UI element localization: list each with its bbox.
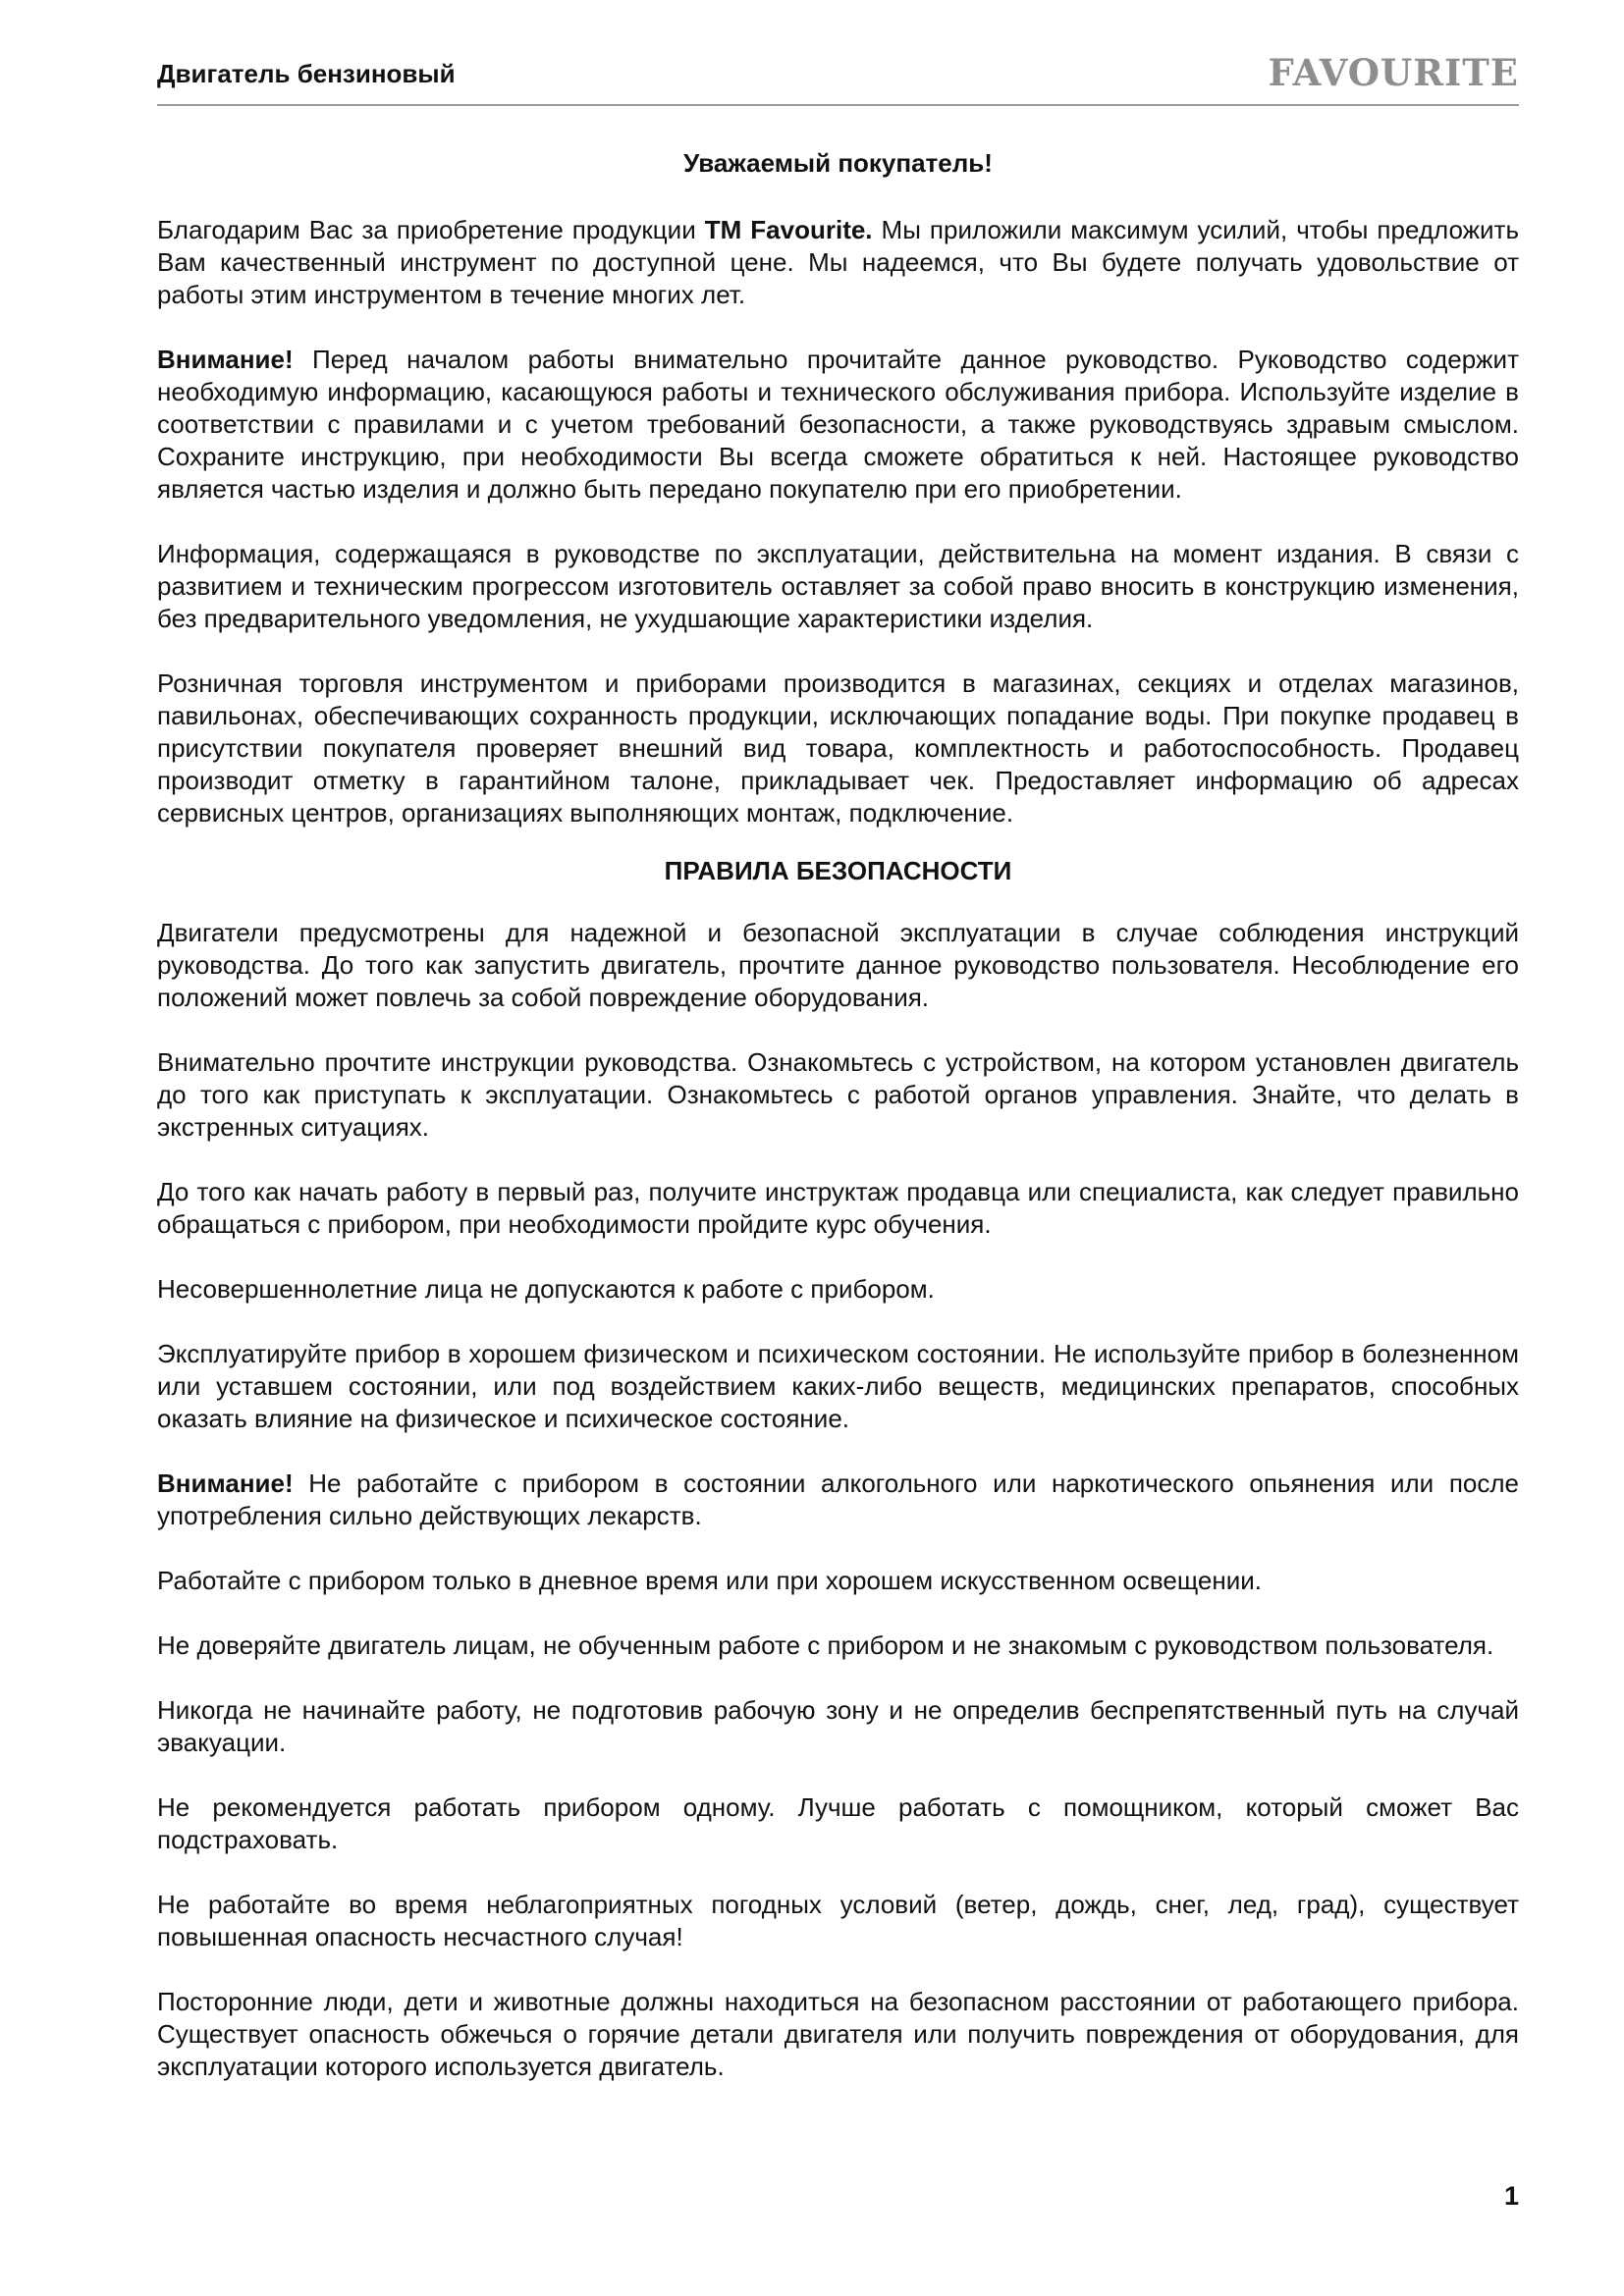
- safety-paragraph-2: Внимательно прочтите инструкции руководства. Ознакомьтесь с устройством, на котором установлен двигатель до того как приступать к эксплуатации. Ознакомьтесь с работой органов управления. Знайте, что делать в экстренных ситуациях.: [157, 1047, 1519, 1142]
- safety-paragraph-9: Никогда не начинайте работу, не подготовив рабочую зону и не определив беспрепятственный путь на случай эвакуации.: [157, 1695, 1519, 1757]
- safety-paragraph-1: Двигатели предусмотрены для надежной и безопасной эксплуатации в случае соблюдения инструкций руководства. До того как запустить двигатель, прочтите данное руководство пользователя. Несоблюдение его положений может повлечь за собой повреждение оборудования.: [157, 918, 1519, 1012]
- document-body: [157, 147, 1519, 2115]
- attention-paragraph: [157, 344, 1519, 506]
- info-paragraph: Информация, содержащаяся в руководстве по эксплуатации, действительна на момент издания. В связи с развитием и техническим прогрессом изготовитель оставляет за собой право вносить в конструкцию изменения, без предварительного уведомления, не ухудшающие характеристики изделия.: [157, 539, 1519, 633]
- attention-label-2: Внимание!: [157, 1468, 294, 1498]
- intro-paragraph: [157, 214, 1519, 311]
- intro-text-before: Благодарим Вас за приобретение продукции: [157, 215, 705, 244]
- greeting-heading: Уважаемый покупатель!: [683, 148, 993, 178]
- safety-paragraph-7: Работайте с прибором только в дневное время или при хорошем искусственном освещении.: [157, 1566, 1263, 1595]
- safety-paragraph-5: Эксплуатируйте прибор в хорошем физическом и психическом состоянии. Не используйте прибор в болезненном или уставшем состоянии, или под воздействием каких-либо веществ, медицинских препаратов, способных оказать влияние на физическое и психическое состояние.: [157, 1339, 1519, 1433]
- document-title: Двигатель бензиновый: [157, 59, 456, 88]
- attention-text-2: Не работайте с прибором в состоянии алкогольного или наркотического опьянения или после употребления сильно действующих лекарств.: [157, 1468, 1519, 1530]
- safety-heading: ПРАВИЛА БЕЗОПАСНОСТИ: [664, 856, 1012, 885]
- attention-label: Внимание!: [157, 345, 294, 374]
- brand-logo: FAVOURITE: [1268, 51, 1519, 94]
- brand-name: TM Favourite.: [704, 215, 873, 244]
- retail-paragraph: Розничная торговля инструментом и приборами производится в магазинах, секциях и отделах магазинов, павильонах, обеспечивающих сохранность продукции, исключающих попадание воды. При покупке продавец в присутствии покупателя проверяет внешний вид товара, комплектность и работоспособность. Продавец производит отметку в гарантийном талоне, прикладывает чек. Предоставляет информацию об адресах сервисных центров, организациях выполняющих монтаж, подключение.: [157, 668, 1519, 828]
- page-number: 1: [1503, 2181, 1519, 2211]
- safety-paragraph-6: [157, 1468, 1519, 1532]
- page-header: [157, 51, 1519, 106]
- intro-text-after: Мы приложили максимум усилий, чтобы предложить Вам качественный инструмент по доступной цене. Мы надеемся, что Вы будете получать удовольствие от работы этим инструментом в течение многих лет.: [157, 215, 1520, 309]
- safety-paragraph-8: Не доверяйте двигатель лицам, не обученным работе с прибором и не знакомым с руководством пользователя.: [157, 1630, 1494, 1660]
- safety-paragraph-10: Не рекомендуется работать прибором одному. Лучше работать с помощником, который сможет Вас подстраховать.: [157, 1792, 1519, 1854]
- safety-paragraph-11: Не работайте во время неблагоприятных погодных условий (ветер, дождь, снег, лед, град), существует повышенная опасность несчастного случая!: [157, 1890, 1519, 1951]
- attention-text: Перед началом работы внимательно прочитайте данное руководство. Руководство содержит необходимую информацию, касающуюся работы и технического обслуживания прибора. Используйте изделие в соответствии с правилами и с учетом требований безопасности, а также руководствуясь здравым смыслом. Сохраните инструкцию, при необходимости Вы всегда сможете обратиться к ней. Настоящее руководство является частью изделия и должно быть передано покупателю при его приобретении.: [157, 345, 1519, 504]
- safety-paragraph-12: Посторонние люди, дети и животные должны находиться на безопасном расстоянии от работающего прибора. Существует опасность обжечься о горячие детали двигателя или получить повреждения от оборудования, для эксплуатации которого используется двигатель.: [157, 1987, 1519, 2081]
- safety-paragraph-3: До того как начать работу в первый раз, получите инструктаж продавца или специалиста, как следует правильно обращаться с прибором, при необходимости пройдите курс обучения.: [157, 1177, 1519, 1239]
- safety-paragraph-4: Несовершеннолетние лица не допускаются к работе с прибором.: [157, 1274, 935, 1304]
